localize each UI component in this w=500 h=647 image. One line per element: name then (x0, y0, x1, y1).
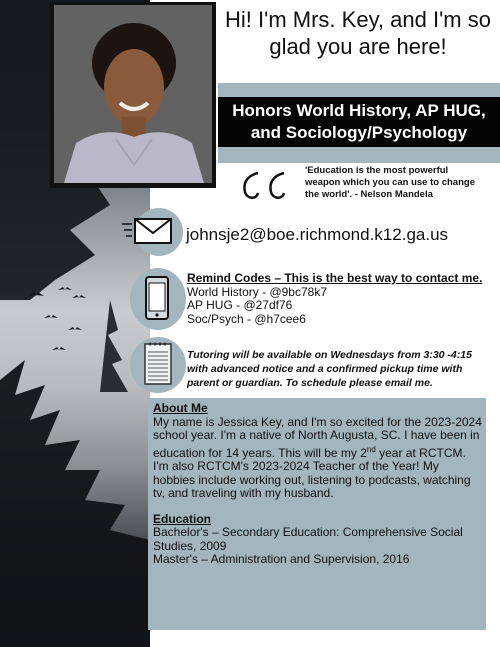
about-body (153, 416, 483, 501)
about-content (153, 402, 483, 567)
about-heading: About Me (153, 401, 208, 415)
remind-codes (187, 272, 497, 326)
courses-title: Honors World History, AP HUG, and Sociology/Psychology (232, 101, 486, 142)
about-body-sup: nd (366, 444, 376, 454)
remind-code-ap-hug: AP HUG - @27df76 (187, 298, 293, 312)
quote-marks-icon (240, 170, 298, 202)
greeting-heading: Hi! I'm Mrs. Key, and I'm so glad you are here! (225, 7, 491, 59)
email-address[interactable]: johnsje2@boe.richmond.k12.ga.us (186, 225, 449, 244)
about-body-part2: year at RCTCM. I'm also RCTCM's 2023-2024 Teacher of the Year! My hobbies include working out, listening to podcasts, watching tv, and traveling with my husband. (153, 445, 471, 500)
accent-bar-top (218, 83, 500, 97)
remind-title: Remind Codes – This is the best way to contact me. (187, 271, 483, 285)
education-heading: Education (153, 511, 212, 526)
remind-code-soc-psych: Soc/Psych - @h7cee6 (187, 311, 306, 326)
about-body-part1: My name is Jessica Key, and I'm so excited for the 2023-2024 school year. I'm a native of North Augusta, SC. I have been in education for 14 years. This will be my 2 (153, 414, 482, 460)
accent-bar-bottom (218, 147, 500, 163)
tutoring-info: Tutoring will be available on Wednesdays from 3:30 -4:15 with advanced notice and a confirmed pickup time with parent or guardian. To schedule please email me. (187, 349, 472, 389)
remind-code-world-history: World History - @9bc78k7 (187, 284, 328, 299)
envelope-icon (122, 216, 174, 246)
mandela-quote: 'Education is the most powerful weapon which you can use to change the world'. - Nelson Mandela (305, 165, 475, 200)
education-item-bachelors: Bachelor's – Secondary Education: Comprehensive Social Studies, 2009 (153, 525, 463, 553)
education-item-masters: Master's – Administration and Supervision, 2016 (153, 552, 410, 566)
teacher-portrait (54, 5, 212, 183)
smartphone-icon (144, 275, 170, 321)
notepad-icon (142, 340, 174, 386)
